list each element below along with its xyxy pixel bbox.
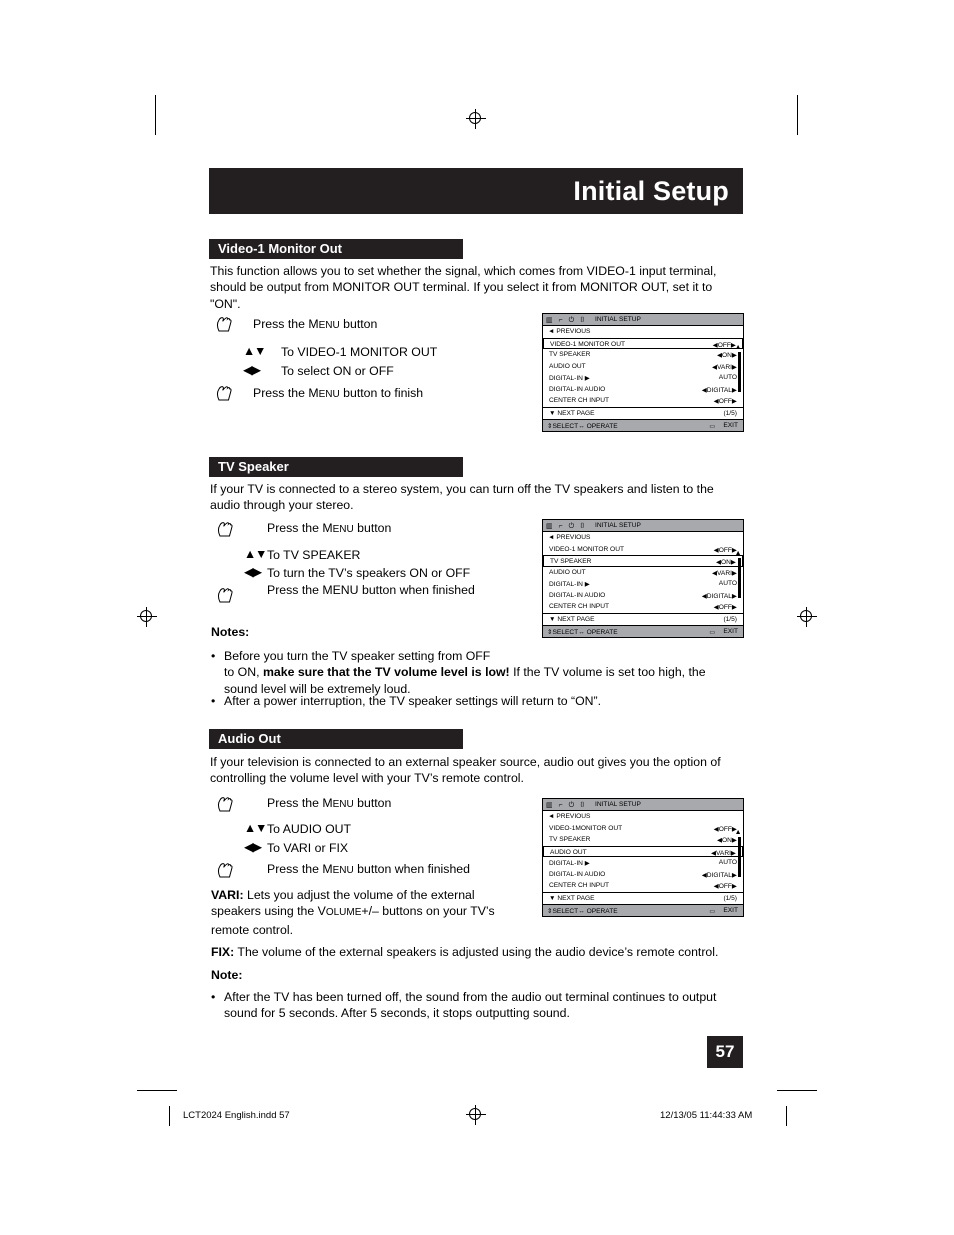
section-heading-audio-out — [209, 729, 463, 749]
vari-description: VARI: Lets you adjust the volume of the external speakers using the VOLUME+/– buttons on your TV’s remote control. — [211, 888, 495, 937]
step-text-2-1: Press the MENU button — [267, 521, 392, 535]
page-number: 57 — [715, 1042, 735, 1061]
step-text-1-1: Press the MENU button — [253, 317, 378, 331]
osd-item-label: DIGITAL-IN ▶ — [549, 860, 590, 868]
step-text-3-3: To VARI or FIX — [267, 841, 349, 855]
osd-menu-item[interactable] — [543, 384, 743, 396]
osd-item-value: ◀DIGITAL▶ — [701, 386, 737, 394]
section-heading-video1-monitor-out — [209, 239, 463, 259]
osd-item-value: ◀OFF▶ — [713, 398, 737, 406]
press-menu-hand-icon-3 — [215, 518, 237, 540]
note-heading-audio-out: Note: — [211, 968, 243, 982]
osd-previous-row[interactable] — [543, 811, 743, 823]
osd-previous-label: ◄ PREVIOUS — [548, 328, 591, 336]
note-bullet-2-text: After a power interruption, the TV speaker settings will return to “ON”. — [224, 694, 602, 708]
section-intro-tv-speaker: If your TV is connected to a stereo system, you can turn off the TV speakers and listen to the audio through your stereo. — [210, 482, 714, 513]
osd-item-value: ◀OFF▶ — [713, 825, 737, 833]
step-text-2-3: To turn the TV’s speakers ON or OFF — [267, 566, 471, 580]
osd-menu-icon: ▭ — [709, 423, 715, 430]
step-text-2-2: To TV SPEAKER — [267, 548, 361, 562]
footer-timestamp: 12/13/05 11:44:33 AM — [660, 1110, 753, 1121]
crop-mark-tr-v — [797, 95, 798, 135]
step-text-1-3: To select ON or OFF — [281, 364, 394, 378]
osd-menu-item[interactable] — [543, 823, 743, 835]
osd-footer-select: ⇕SELECT↔ OPERATE — [547, 629, 618, 636]
note-bullet-1: • Before you turn the TV speaker setting from OFF to ON, make sure that the TV volume level is low! If the TV volume is set too high, the sound level will be extremely loud. — [211, 649, 706, 696]
osd-menu-icon: ▭ — [709, 629, 715, 636]
osd-page-indicator: (1/5) — [723, 409, 737, 417]
osd-menu-item[interactable] — [543, 567, 743, 579]
press-menu-hand-icon-4 — [215, 584, 237, 606]
osd-footer-bar — [543, 904, 743, 916]
osd-item-label: TV SPEAKER — [549, 351, 591, 359]
osd-footer-bar — [543, 625, 743, 637]
crop-mark-br — [777, 1090, 817, 1091]
page-title: Initial Setup — [573, 176, 729, 206]
osd-menu-item[interactable] — [543, 372, 743, 384]
up-down-arrow-icon-1: ▲▼ — [243, 344, 266, 358]
osd-menu-item[interactable] — [543, 601, 743, 613]
osd-footer-exit: EXIT — [723, 907, 738, 914]
osd-menu-item[interactable] — [543, 338, 743, 350]
osd-item-label: AUDIO OUT — [549, 362, 586, 370]
osd-item-value: ◀OFF▶ — [713, 883, 737, 891]
notes-heading-tv-speaker: Notes: — [211, 625, 250, 639]
osd-scroll-up-arrow[interactable]: ▲ — [734, 343, 742, 351]
page-number-badge — [707, 1036, 743, 1068]
osd-status-icons: ▥ ⌐ ⏻ ⌷ — [546, 316, 587, 324]
osd-previous-label: ◄ PREVIOUS — [548, 534, 591, 542]
registration-mark-left — [137, 607, 157, 627]
up-down-arrow-icon-2: ▲▼ — [244, 547, 267, 561]
osd-item-value: ◀VARI▶ — [711, 569, 737, 577]
osd-screenshot-audio-out — [542, 798, 744, 917]
osd-item-label: AUDIO OUT — [549, 568, 586, 576]
registration-mark-bottom — [466, 1105, 486, 1125]
osd-footer-exit: EXIT — [723, 422, 738, 429]
step-text-2-4: Press the MENU button when finished — [267, 583, 475, 597]
osd-status-icons: ▥ ⌐ ⏻ ⌷ — [546, 522, 587, 530]
page-title-bar — [209, 168, 743, 214]
osd-menu-item[interactable] — [543, 834, 743, 846]
osd-menu-item[interactable] — [543, 555, 743, 567]
osd-item-label: DIGITAL-IN ▶ — [549, 581, 590, 589]
up-down-arrow-icon-3: ▲▼ — [244, 821, 267, 835]
osd-footer-bar — [543, 419, 743, 431]
osd-next-page-row[interactable] — [543, 893, 743, 905]
osd-item-value: ◀DIGITAL▶ — [701, 871, 737, 879]
osd-scrollbar[interactable] — [738, 837, 741, 877]
osd-item-value: ◀OFF▶ — [712, 341, 736, 349]
press-menu-hand-icon-6 — [215, 859, 237, 881]
vari-label: VARI: — [211, 888, 244, 902]
footer-rule-left — [169, 1106, 170, 1126]
osd-item-value: ◀ON▶ — [715, 559, 736, 567]
osd-previous-row[interactable] — [543, 532, 743, 544]
osd-item-label: CENTER CH INPUT — [549, 397, 610, 405]
note-bullet-3-text: After the TV has been turned off, the sound from the audio out terminal continues to output sound for 5 seconds. After 5 seconds, it stops outputting sound. — [224, 990, 717, 1021]
osd-item-value: AUTO — [718, 580, 737, 588]
osd-next-page-row[interactable] — [543, 408, 743, 420]
osd-next-page-row[interactable] — [543, 614, 743, 626]
osd-item-label: DIGITAL-IN AUDIO — [549, 591, 606, 599]
step-text-1-2: To VIDEO-1 MONITOR OUT — [281, 345, 438, 359]
osd-item-value: AUTO — [718, 374, 737, 382]
osd-item-label: DIGITAL-IN AUDIO — [549, 870, 606, 878]
osd-status-icons: ▥ ⌐ ⏻ ⌷ — [546, 801, 587, 809]
registration-mark-right — [797, 607, 817, 627]
note-bullet-3: • After the TV has been turned off, the sound from the audio out terminal continues to output sound for 5 seconds. After 5 seconds, it stops outputting sound. — [211, 989, 743, 1022]
osd-menu-item[interactable] — [543, 880, 743, 892]
osd-menu-icon: ▭ — [709, 908, 715, 915]
osd-page-indicator: (1/5) — [723, 615, 737, 623]
osd-item-label: VIDEO-1 MONITOR OUT — [550, 340, 625, 348]
osd-footer-select: ⇕SELECT↔ OPERATE — [547, 423, 618, 430]
left-right-arrow-icon-2: ◀▶ — [244, 565, 261, 579]
osd-item-label: CENTER CH INPUT — [549, 603, 610, 611]
osd-item-label: VIDEO-1MONITOR OUT — [549, 824, 623, 832]
osd-menu-item[interactable] — [543, 361, 743, 373]
press-menu-hand-icon-5 — [215, 793, 237, 815]
osd-title: INITIAL SETUP — [595, 316, 641, 323]
osd-item-label: VIDEO-1 MONITOR OUT — [549, 545, 624, 553]
osd-footer-exit: EXIT — [723, 628, 738, 635]
osd-item-value: AUTO — [718, 859, 737, 867]
osd-previous-row[interactable] — [543, 326, 743, 338]
osd-item-label: TV SPEAKER — [549, 836, 591, 844]
osd-title-bar — [543, 520, 743, 532]
osd-previous-label: ◄ PREVIOUS — [548, 813, 591, 821]
osd-next-page-label: ▼ NEXT PAGE — [549, 615, 595, 623]
osd-scrollbar[interactable] — [738, 352, 741, 392]
osd-menu-item[interactable] — [543, 578, 743, 590]
section-intro-video1: This function allows you to set whether the signal, which comes from VIDEO-1 input terminal, should be output from MONITOR OUT terminal. If you select it from MONITOR OUT, set it to "ON". — [210, 264, 717, 311]
osd-item-value: ◀OFF▶ — [713, 604, 737, 612]
footer-rule-right — [786, 1106, 787, 1126]
crop-mark-bl — [137, 1090, 177, 1091]
step-text-3-4: Press the MENU button when finished — [267, 862, 470, 876]
osd-menu-item[interactable] — [543, 590, 743, 602]
osd-next-page-label: ▼ NEXT PAGE — [549, 409, 595, 417]
osd-scroll-up-arrow[interactable]: ▲ — [734, 828, 742, 836]
osd-page-indicator: (1/5) — [723, 894, 737, 902]
osd-item-value: ◀VARI▶ — [710, 849, 736, 857]
osd-item-value: ◀ON▶ — [716, 837, 737, 845]
crop-mark-tl-v — [155, 95, 156, 135]
osd-item-value: ◀DIGITAL▶ — [701, 592, 737, 600]
fix-label: FIX: — [211, 945, 235, 959]
osd-item-label: AUDIO OUT — [550, 848, 587, 856]
osd-title: INITIAL SETUP — [595, 522, 641, 529]
step-text-3-1: Press the MENU button — [267, 796, 392, 810]
osd-item-label: DIGITAL-IN AUDIO — [549, 385, 606, 393]
section-heading-tv-speaker — [209, 457, 463, 477]
osd-menu-item[interactable] — [543, 544, 743, 556]
footer-filename: LCT2024 English.indd 57 — [183, 1110, 290, 1121]
left-right-arrow-icon-3: ◀▶ — [244, 840, 261, 854]
press-menu-hand-icon-2 — [214, 382, 236, 404]
osd-title-bar — [543, 314, 743, 326]
osd-scrollbar[interactable] — [738, 558, 741, 598]
registration-mark-top — [466, 109, 486, 129]
note-bullet-2: • After a power interruption, the TV speaker settings will return to “ON”. — [211, 693, 743, 709]
osd-item-value: ◀VARI▶ — [711, 363, 737, 371]
fix-description: FIX: The volume of the external speakers is adjusted using the audio device’s remote control. — [211, 945, 719, 959]
osd-title-bar — [543, 799, 743, 811]
osd-item-label: TV SPEAKER — [550, 558, 592, 566]
osd-screenshot-video1-monitor-out — [542, 313, 744, 432]
osd-menu-item[interactable] — [543, 857, 743, 869]
left-right-arrow-icon-1: ◀▶ — [243, 363, 260, 377]
step-text-1-4: Press the MENU button to finish — [253, 386, 424, 400]
section-heading-label: TV Speaker — [218, 459, 289, 474]
osd-menu-item[interactable] — [543, 395, 743, 407]
osd-menu-item[interactable] — [543, 869, 743, 881]
press-menu-hand-icon-1 — [214, 313, 236, 335]
osd-next-page-label: ▼ NEXT PAGE — [549, 894, 595, 902]
osd-footer-select: ⇕SELECT↔ OPERATE — [547, 908, 618, 915]
osd-item-label: CENTER CH INPUT — [549, 882, 610, 890]
osd-screenshot-tv-speaker — [542, 519, 744, 638]
osd-item-value: ◀ON▶ — [716, 352, 737, 360]
osd-scroll-up-arrow[interactable]: ▲ — [734, 549, 742, 557]
section-intro-audio-out: If your television is connected to an external speaker source, audio out gives you the option of controlling the volume level with your TV’s remote control. — [210, 755, 721, 786]
osd-menu-item[interactable] — [543, 349, 743, 361]
osd-title: INITIAL SETUP — [595, 801, 641, 808]
section-heading-label: Audio Out — [218, 731, 281, 746]
osd-item-value: ◀OFF▶ — [713, 546, 737, 554]
section-heading-label: Video-1 Monitor Out — [218, 241, 342, 256]
osd-menu-item[interactable] — [543, 846, 743, 858]
osd-item-label: DIGITAL-IN ▶ — [549, 375, 590, 383]
step-text-3-2: To AUDIO OUT — [267, 822, 352, 836]
